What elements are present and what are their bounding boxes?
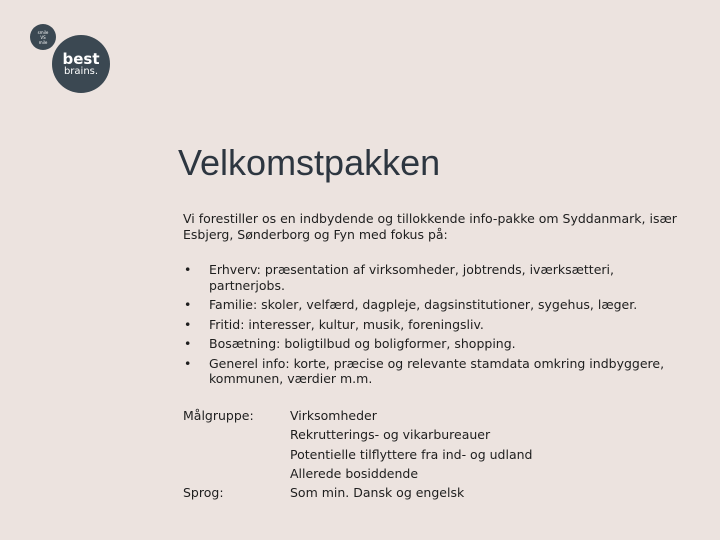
language-value: Som min. Dansk og engelsk [290,485,465,501]
logo-small-line-2: VS [40,34,46,40]
target-group-list [290,406,532,502]
list-item [183,317,693,333]
target-group-item: Potentielle tilflyttere fra ind- og udland [290,446,533,462]
list-item-text: Familie: skoler, velfærd, dagpleje, dagsinstitutioner, sygehus, læger. [209,297,638,312]
logo-line-1: best [62,49,100,68]
logo-small [30,24,56,50]
list-item [183,297,693,313]
bullet-marker: • [184,297,192,312]
list-item [183,262,693,293]
target-group-item: Virksomheder [290,408,377,423]
logo-small-line-1: smile [37,29,49,35]
list-item [183,356,693,387]
bullet-marker: • [184,355,192,371]
target-group-item: Rekrutterings- og vikarbureauer [290,427,491,443]
bullet-marker: • [184,336,192,351]
target-group-item: Allerede bosiddende [290,465,419,481]
bullet-marker: • [184,316,192,332]
list-item-text: Generel info: korte, præcise og relevante stamdata omkring indbyggere, kommunen, værdier m.m. [209,355,665,386]
list-item-text: Erhverv: præsentation af virksomheder, jobtrends, iværksætteri, partnerjobs. [209,262,614,293]
language-label: Sprog: [183,485,224,500]
target-group-label: Målgruppe: [183,408,254,423]
logo-line-2: brains. [63,65,99,77]
bestbrains-logo [52,35,110,93]
page-title: Velkomstpakken [178,142,441,183]
bullet-marker: • [184,262,192,277]
list-item-text: Fritid: interesser, kultur, musik, foreningsliv. [209,316,484,332]
list-item [183,336,693,352]
focus-list [183,262,693,391]
intro-text: Vi forestiller os en indbydende og tillokkende info-pakke om Syddanmark, især Esbjerg, Sønderborg og Fyn med fokus på: [183,211,677,242]
list-item-text: Bosætning: boligtilbud og boligformer, shopping. [209,336,516,351]
logo-small-line-3: mile [38,39,48,45]
